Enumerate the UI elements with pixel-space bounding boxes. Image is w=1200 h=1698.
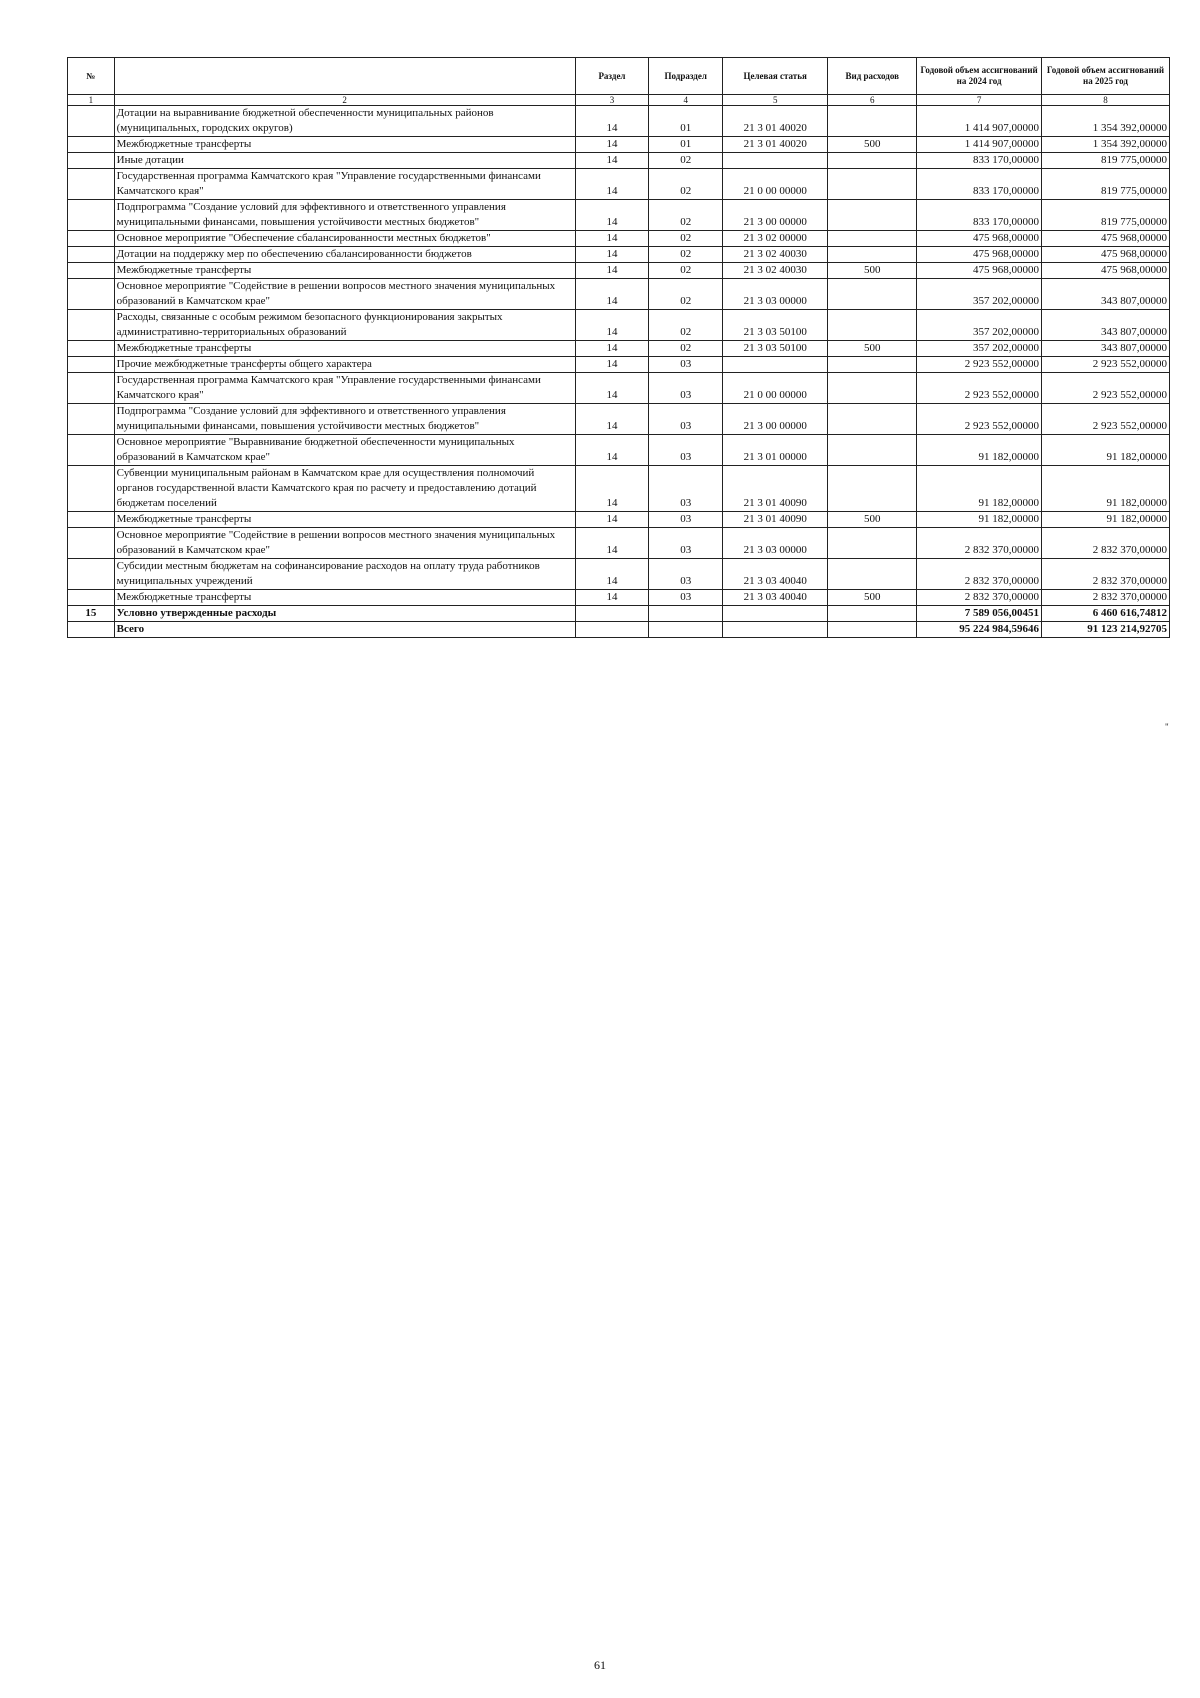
column-number-row	[68, 95, 1170, 106]
row-number	[68, 310, 115, 341]
row-amount-2024: 2 923 552,00000	[917, 404, 1042, 435]
header-2025: Годовой объем ассигнований на 2025 год	[1041, 58, 1169, 95]
row-target: 21 3 01 40020	[723, 106, 828, 137]
row-target: 21 3 00 00000	[723, 200, 828, 231]
header-2024: Годовой объем ассигнований на 2024 год	[917, 58, 1042, 95]
row-name: Условно утвержденные расходы	[114, 606, 575, 622]
row-expense-type	[828, 153, 917, 169]
row-number	[68, 247, 115, 263]
table-row	[68, 153, 1170, 169]
row-amount-2024: 475 968,00000	[917, 263, 1042, 279]
table-row	[68, 466, 1170, 512]
row-amount-2025: 343 807,00000	[1041, 341, 1169, 357]
row-name: Иные дотации	[114, 153, 575, 169]
row-section: 14	[575, 231, 649, 247]
row-name: Прочие межбюджетные трансферты общего характера	[114, 357, 575, 373]
row-name: Основное мероприятие "Выравнивание бюджетной обеспеченности муниципальных образований в Камчатском крае"	[114, 435, 575, 466]
row-subsection	[649, 622, 723, 638]
row-name: Основное мероприятие "Содействие в решении вопросов местного значения муниципальных образований в Камчатском крае"	[114, 279, 575, 310]
column-number: 4	[649, 95, 723, 106]
column-number: 8	[1041, 95, 1169, 106]
row-target	[723, 357, 828, 373]
row-expense-type	[828, 466, 917, 512]
row-section: 14	[575, 106, 649, 137]
row-number: 15	[68, 606, 115, 622]
row-name: Межбюджетные трансферты	[114, 512, 575, 528]
row-number	[68, 169, 115, 200]
column-number: 1	[68, 95, 115, 106]
row-name: Дотации на выравнивание бюджетной обеспеченности муниципальных районов (муниципальных, городских округов)	[114, 106, 575, 137]
row-number	[68, 106, 115, 137]
row-target: 21 3 03 50100	[723, 341, 828, 357]
table-row	[68, 590, 1170, 606]
row-subsection: 03	[649, 590, 723, 606]
row-target: 21 3 02 00000	[723, 231, 828, 247]
table-row	[68, 106, 1170, 137]
row-number	[68, 279, 115, 310]
table-row	[68, 606, 1170, 622]
table-row	[68, 528, 1170, 559]
row-amount-2025: 91 123 214,92705	[1041, 622, 1169, 638]
row-number	[68, 528, 115, 559]
row-amount-2025: 475 968,00000	[1041, 247, 1169, 263]
row-subsection: 03	[649, 373, 723, 404]
row-amount-2024: 475 968,00000	[917, 231, 1042, 247]
row-amount-2025: 91 182,00000	[1041, 512, 1169, 528]
row-amount-2025: 6 460 616,74812	[1041, 606, 1169, 622]
row-amount-2025: 819 775,00000	[1041, 200, 1169, 231]
row-target: 21 3 03 40040	[723, 590, 828, 606]
row-name: Основное мероприятие "Обеспечение сбалансированности местных бюджетов"	[114, 231, 575, 247]
row-section	[575, 606, 649, 622]
row-amount-2025: 819 775,00000	[1041, 169, 1169, 200]
row-expense-type	[828, 622, 917, 638]
row-amount-2024: 91 182,00000	[917, 512, 1042, 528]
table-row	[68, 435, 1170, 466]
row-expense-type	[828, 559, 917, 590]
header-row	[68, 58, 1170, 95]
row-number	[68, 559, 115, 590]
column-number: 5	[723, 95, 828, 106]
row-amount-2024: 2 832 370,00000	[917, 559, 1042, 590]
table-row	[68, 512, 1170, 528]
row-subsection: 02	[649, 169, 723, 200]
row-amount-2024: 2 832 370,00000	[917, 590, 1042, 606]
row-number	[68, 512, 115, 528]
row-amount-2024: 91 182,00000	[917, 466, 1042, 512]
row-amount-2025: 819 775,00000	[1041, 153, 1169, 169]
row-number	[68, 404, 115, 435]
table-row	[68, 310, 1170, 341]
row-target: 21 3 03 00000	[723, 528, 828, 559]
row-amount-2024: 833 170,00000	[917, 200, 1042, 231]
row-number	[68, 341, 115, 357]
row-expense-type: 500	[828, 512, 917, 528]
row-amount-2024: 2 832 370,00000	[917, 528, 1042, 559]
row-subsection: 03	[649, 512, 723, 528]
row-amount-2024: 357 202,00000	[917, 310, 1042, 341]
table-row	[68, 373, 1170, 404]
row-amount-2024: 357 202,00000	[917, 279, 1042, 310]
row-expense-type	[828, 106, 917, 137]
row-subsection: 03	[649, 466, 723, 512]
row-name: Подпрограмма "Создание условий для эффективного и ответственного управления муниципальными финансами, повышения устойчивости местных бюджетов"	[114, 200, 575, 231]
row-target: 21 3 03 50100	[723, 310, 828, 341]
table-row	[68, 231, 1170, 247]
column-number: 2	[114, 95, 575, 106]
header-section: Раздел	[575, 58, 649, 95]
row-subsection: 02	[649, 263, 723, 279]
row-section: 14	[575, 590, 649, 606]
row-section	[575, 622, 649, 638]
row-subsection: 02	[649, 341, 723, 357]
row-subsection: 01	[649, 106, 723, 137]
end-quote-mark: "	[1165, 722, 1169, 732]
row-subsection: 02	[649, 200, 723, 231]
row-amount-2024: 1 414 907,00000	[917, 137, 1042, 153]
page-number: 61	[594, 1658, 606, 1672]
row-amount-2024: 95 224 984,59646	[917, 622, 1042, 638]
row-amount-2024: 357 202,00000	[917, 341, 1042, 357]
row-expense-type	[828, 247, 917, 263]
row-amount-2024: 475 968,00000	[917, 247, 1042, 263]
row-number	[68, 153, 115, 169]
row-name: Основное мероприятие "Содействие в решении вопросов местного значения муниципальных образований в Камчатском крае"	[114, 528, 575, 559]
table-row	[68, 137, 1170, 153]
row-target: 21 3 01 40020	[723, 137, 828, 153]
row-target: 21 3 01 40090	[723, 512, 828, 528]
row-name: Субсидии местным бюджетам на софинансирование расходов на оплату труда работников муниципальных учреждений	[114, 559, 575, 590]
row-amount-2024: 1 414 907,00000	[917, 106, 1042, 137]
row-name: Дотации на поддержку мер по обеспечению сбалансированности бюджетов	[114, 247, 575, 263]
row-number	[68, 200, 115, 231]
row-expense-type	[828, 231, 917, 247]
row-target: 21 3 01 40090	[723, 466, 828, 512]
row-number	[68, 357, 115, 373]
row-expense-type: 500	[828, 341, 917, 357]
row-subsection: 02	[649, 247, 723, 263]
row-amount-2025: 475 968,00000	[1041, 231, 1169, 247]
table-row	[68, 357, 1170, 373]
row-number	[68, 137, 115, 153]
row-section: 14	[575, 310, 649, 341]
row-amount-2025: 1 354 392,00000	[1041, 137, 1169, 153]
row-amount-2025: 1 354 392,00000	[1041, 106, 1169, 137]
row-expense-type: 500	[828, 137, 917, 153]
row-target	[723, 622, 828, 638]
row-target	[723, 153, 828, 169]
row-number	[68, 622, 115, 638]
row-expense-type	[828, 528, 917, 559]
row-section: 14	[575, 357, 649, 373]
row-section: 14	[575, 435, 649, 466]
row-expense-type: 500	[828, 263, 917, 279]
row-section: 14	[575, 247, 649, 263]
row-section: 14	[575, 200, 649, 231]
table-row	[68, 247, 1170, 263]
row-target: 21 3 02 40030	[723, 263, 828, 279]
row-target: 21 3 03 00000	[723, 279, 828, 310]
row-amount-2025: 343 807,00000	[1041, 279, 1169, 310]
row-expense-type	[828, 435, 917, 466]
row-subsection: 02	[649, 231, 723, 247]
row-name: Межбюджетные трансферты	[114, 263, 575, 279]
row-amount-2024: 2 923 552,00000	[917, 373, 1042, 404]
row-number	[68, 263, 115, 279]
row-name: Межбюджетные трансферты	[114, 341, 575, 357]
header-target: Целевая статья	[723, 58, 828, 95]
row-expense-type	[828, 310, 917, 341]
row-subsection: 02	[649, 153, 723, 169]
column-number: 7	[917, 95, 1042, 106]
row-amount-2025: 2 923 552,00000	[1041, 357, 1169, 373]
row-section: 14	[575, 137, 649, 153]
row-section: 14	[575, 373, 649, 404]
row-number	[68, 435, 115, 466]
row-name: Государственная программа Камчатского края "Управление государственными финансами Камчатского края"	[114, 373, 575, 404]
row-amount-2025: 91 182,00000	[1041, 466, 1169, 512]
table-row	[68, 622, 1170, 638]
row-amount-2025: 343 807,00000	[1041, 310, 1169, 341]
row-expense-type	[828, 200, 917, 231]
row-expense-type	[828, 606, 917, 622]
row-section: 14	[575, 279, 649, 310]
row-target: 21 0 00 00000	[723, 169, 828, 200]
header-no: №	[68, 58, 115, 95]
row-subsection: 03	[649, 559, 723, 590]
row-expense-type	[828, 169, 917, 200]
row-expense-type	[828, 373, 917, 404]
row-target: 21 3 01 00000	[723, 435, 828, 466]
row-section: 14	[575, 404, 649, 435]
row-amount-2025: 475 968,00000	[1041, 263, 1169, 279]
row-name: Подпрограмма "Создание условий для эффективного и ответственного управления муниципальными финансами, повышения устойчивости местных бюджетов"	[114, 404, 575, 435]
row-target: 21 3 03 40040	[723, 559, 828, 590]
row-target: 21 0 00 00000	[723, 373, 828, 404]
table-row	[68, 263, 1170, 279]
row-expense-type	[828, 279, 917, 310]
row-name: Межбюджетные трансферты	[114, 137, 575, 153]
row-number	[68, 231, 115, 247]
row-section: 14	[575, 169, 649, 200]
row-subsection: 01	[649, 137, 723, 153]
row-amount-2024: 833 170,00000	[917, 153, 1042, 169]
row-amount-2024: 91 182,00000	[917, 435, 1042, 466]
row-subsection: 03	[649, 528, 723, 559]
row-name: Расходы, связанные с особым режимом безопасного функционирования закрытых административно-территориальных образований	[114, 310, 575, 341]
column-number: 3	[575, 95, 649, 106]
row-amount-2025: 2 832 370,00000	[1041, 559, 1169, 590]
row-section: 14	[575, 153, 649, 169]
row-amount-2025: 2 832 370,00000	[1041, 528, 1169, 559]
header-expense-type: Вид расходов	[828, 58, 917, 95]
table-row	[68, 559, 1170, 590]
table-row	[68, 200, 1170, 231]
row-amount-2025: 2 923 552,00000	[1041, 373, 1169, 404]
header-name	[114, 58, 575, 95]
row-amount-2024: 833 170,00000	[917, 169, 1042, 200]
row-section: 14	[575, 263, 649, 279]
table-row	[68, 279, 1170, 310]
row-name: Межбюджетные трансферты	[114, 590, 575, 606]
row-subsection: 03	[649, 435, 723, 466]
row-name: Всего	[114, 622, 575, 638]
row-amount-2024: 7 589 056,00451	[917, 606, 1042, 622]
budget-table	[67, 57, 1170, 638]
row-section: 14	[575, 512, 649, 528]
row-amount-2025: 2 832 370,00000	[1041, 590, 1169, 606]
row-target: 21 3 02 40030	[723, 247, 828, 263]
row-subsection: 02	[649, 310, 723, 341]
row-section: 14	[575, 341, 649, 357]
column-number: 6	[828, 95, 917, 106]
table-body	[68, 106, 1170, 638]
row-amount-2024: 2 923 552,00000	[917, 357, 1042, 373]
header-subsection: Подраздел	[649, 58, 723, 95]
row-expense-type	[828, 357, 917, 373]
row-number	[68, 466, 115, 512]
row-expense-type	[828, 404, 917, 435]
table-row	[68, 341, 1170, 357]
row-section: 14	[575, 528, 649, 559]
row-target	[723, 606, 828, 622]
row-subsection: 03	[649, 357, 723, 373]
row-target: 21 3 00 00000	[723, 404, 828, 435]
row-subsection	[649, 606, 723, 622]
row-section: 14	[575, 559, 649, 590]
row-name: Субвенции муниципальным районам в Камчатском крае для осуществления полномочий органов государственной власти Камчатского края по расчету и предоставлению дотаций бюджетам поселений	[114, 466, 575, 512]
row-number	[68, 373, 115, 404]
row-name: Государственная программа Камчатского края "Управление государственными финансами Камчатского края"	[114, 169, 575, 200]
table-row	[68, 169, 1170, 200]
table-row	[68, 404, 1170, 435]
row-subsection: 03	[649, 404, 723, 435]
row-section: 14	[575, 466, 649, 512]
row-number	[68, 590, 115, 606]
row-subsection: 02	[649, 279, 723, 310]
row-amount-2025: 91 182,00000	[1041, 435, 1169, 466]
row-amount-2025: 2 923 552,00000	[1041, 404, 1169, 435]
row-expense-type: 500	[828, 590, 917, 606]
